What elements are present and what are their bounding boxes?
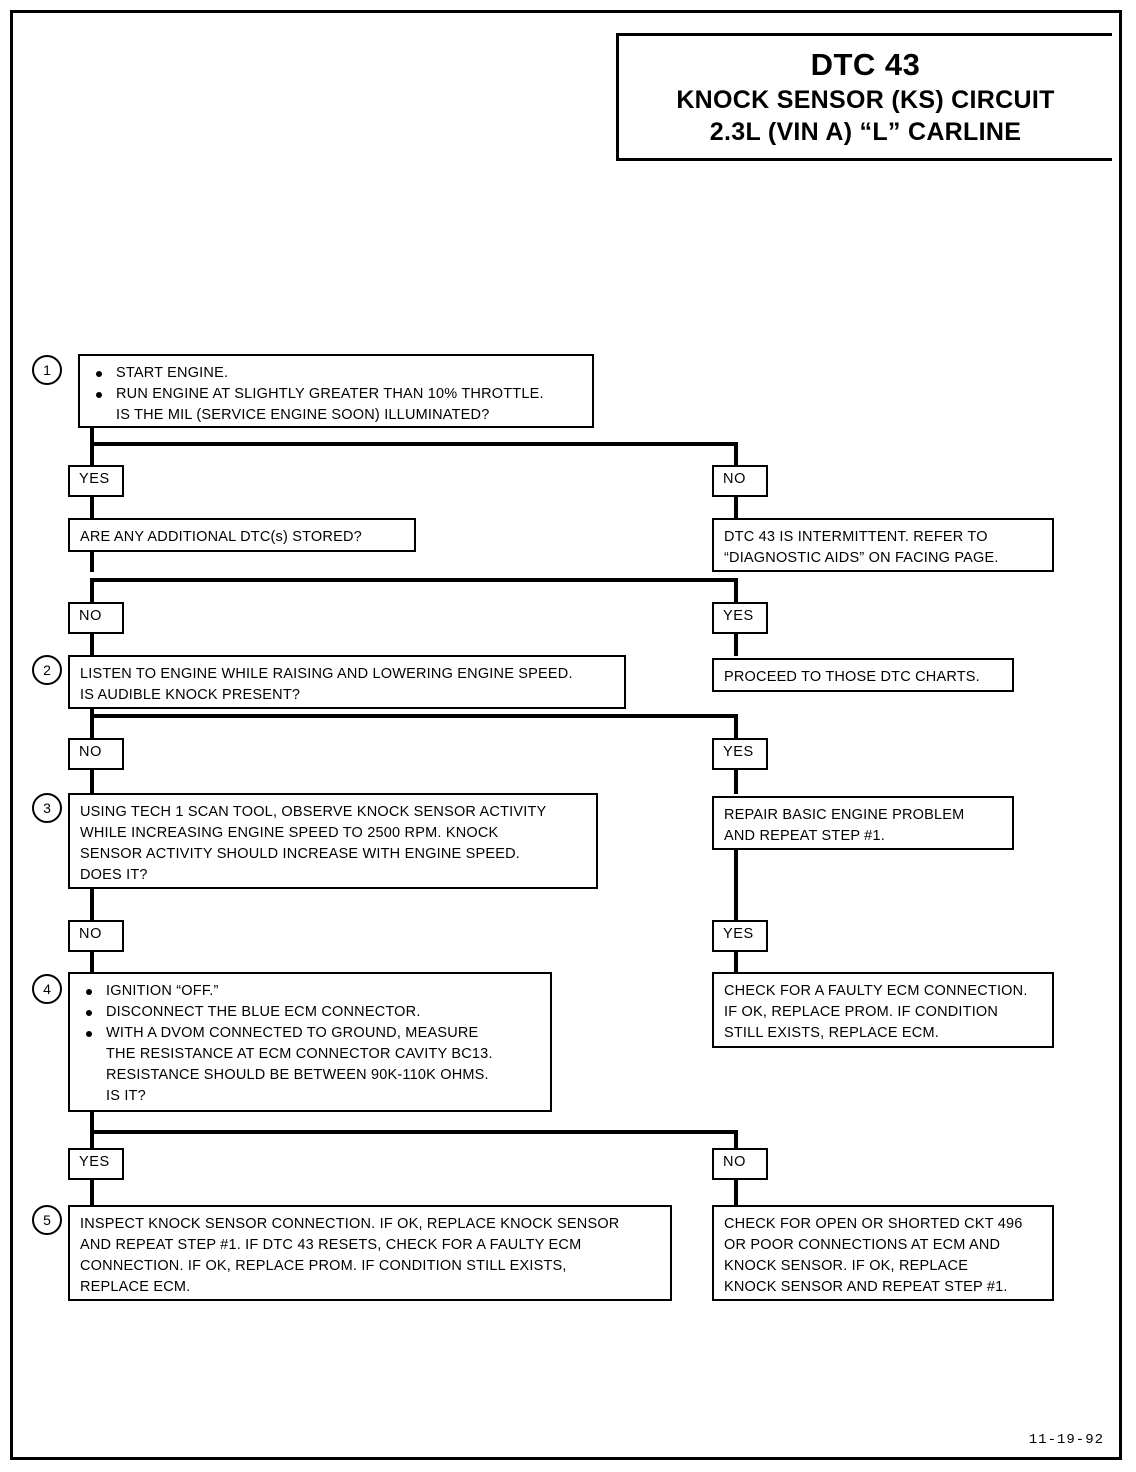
step4-bullet-1: IGNITION “OFF.”	[80, 981, 541, 1002]
step1-bullet-1: START ENGINE.	[90, 363, 583, 384]
connector-v-no2-down	[90, 634, 94, 656]
step-number-2: 2	[32, 655, 62, 685]
step4-bullet-3-cont1: THE RESISTANCE AT ECM CONNECTOR CAVITY BC13.	[106, 1046, 493, 1062]
connector-h-step4	[90, 1130, 738, 1134]
intermittent-box	[712, 518, 1054, 572]
label-yes-3: YES	[712, 738, 768, 770]
step5-line-3: CONNECTION. IF OK, REPLACE PROM. IF CONDITION STILL EXISTS,	[80, 1258, 567, 1274]
step3-box	[68, 793, 598, 889]
step-number-5: 5	[32, 1205, 62, 1235]
connector-v-yes1-down	[90, 497, 94, 519]
step4-bullet-3-cont2: RESISTANCE SHOULD BE BETWEEN 90K-110K OHMS.	[106, 1067, 489, 1083]
connector-v-step2-yes	[734, 714, 738, 740]
connector-h-adddtc	[90, 578, 738, 582]
step2-box	[68, 655, 626, 709]
label-no-5: NO	[712, 1148, 768, 1180]
connector-v-adddtc-no	[90, 578, 94, 604]
label-yes-2: YES	[712, 602, 768, 634]
faulty-ecm-line-2: IF OK, REPLACE PROM. IF CONDITION	[724, 1004, 999, 1020]
step-number-3: 3	[32, 793, 62, 823]
step4-bullet-3: WITH A DVOM CONNECTED TO GROUND, MEASURE	[80, 1023, 541, 1044]
step-number-1: 1	[32, 355, 62, 385]
connector-v-yes2-down	[734, 634, 738, 656]
connector-h-step2	[90, 714, 738, 718]
connector-v-no1-down	[734, 497, 738, 519]
step3-line-1: USING TECH 1 SCAN TOOL, OBSERVE KNOCK SENSOR ACTIVITY	[80, 804, 547, 820]
connector-v-yes5-down	[90, 1180, 94, 1206]
intermittent-line-1: DTC 43 IS INTERMITTENT. REFER TO	[724, 529, 988, 545]
connector-v-yes3-down	[734, 770, 738, 794]
step3-line-2: WHILE INCREASING ENGINE SPEED TO 2500 RPM. KNOCK	[80, 825, 499, 841]
step1-bullet-2-cont: IS THE MIL (SERVICE ENGINE SOON) ILLUMINATED?	[116, 407, 490, 423]
label-no-3: NO	[68, 738, 124, 770]
faulty-ecm-line-3: STILL EXISTS, REPLACE ECM.	[724, 1025, 939, 1041]
open-shorted-line-1: CHECK FOR OPEN OR SHORTED CKT 496	[724, 1216, 1023, 1232]
revision-date: 11-19-92	[1028, 1432, 1104, 1448]
step-number-4: 4	[32, 974, 62, 1004]
connector-v-step3-yes	[734, 850, 738, 921]
step4-box	[68, 972, 552, 1112]
title-block	[616, 33, 1112, 161]
label-yes-4: YES	[712, 920, 768, 952]
label-no-4: NO	[68, 920, 124, 952]
step2-line-2: IS AUDIBLE KNOCK PRESENT?	[80, 687, 301, 703]
label-yes-5: YES	[68, 1148, 124, 1180]
label-no-2: NO	[68, 602, 124, 634]
additional-dtc-text: ARE ANY ADDITIONAL DTC(s) STORED?	[80, 529, 362, 545]
label-yes-1: YES	[68, 465, 124, 497]
label-no-1: NO	[712, 465, 768, 497]
step5-box	[68, 1205, 672, 1301]
proceed-charts-box	[712, 658, 1014, 692]
repair-basic-line-1: REPAIR BASIC ENGINE PROBLEM	[724, 807, 965, 823]
proceed-charts-text: PROCEED TO THOSE DTC CHARTS.	[724, 669, 980, 685]
step1-bullet-2: RUN ENGINE AT SLIGHTLY GREATER THAN 10% THROTTLE.	[90, 384, 583, 405]
open-shorted-line-2: OR POOR CONNECTIONS AT ECM AND	[724, 1237, 1001, 1253]
connector-v-step2-no	[90, 714, 94, 740]
engine-carline: 2.3L (VIN A) “L” CARLINE	[709, 118, 1022, 146]
open-shorted-box	[712, 1205, 1054, 1301]
connector-v-adddtc	[90, 552, 94, 572]
connector-v-no3-down	[90, 770, 94, 794]
connector-v-no5-down	[734, 1180, 738, 1206]
step1-box	[78, 354, 594, 428]
dtc-code: DTC 43	[810, 47, 921, 82]
step4-bullet-2: DISCONNECT THE BLUE ECM CONNECTOR.	[80, 1002, 541, 1023]
step2-line-1: LISTEN TO ENGINE WHILE RAISING AND LOWERING ENGINE SPEED.	[80, 666, 573, 682]
connector-h-step1	[90, 442, 738, 446]
open-shorted-line-3: KNOCK SENSOR. IF OK, REPLACE	[724, 1258, 969, 1274]
additional-dtc-box	[68, 518, 416, 552]
faulty-ecm-box	[712, 972, 1054, 1048]
step5-line-4: REPLACE ECM.	[80, 1279, 191, 1295]
faulty-ecm-line-1: CHECK FOR A FAULTY ECM CONNECTION.	[724, 983, 1028, 999]
repair-basic-line-2: AND REPEAT STEP #1.	[724, 828, 885, 844]
step3-line-4: DOES IT?	[80, 867, 148, 883]
circuit-name: KNOCK SENSOR (KS) CIRCUIT	[676, 86, 1055, 114]
open-shorted-line-4: KNOCK SENSOR AND REPEAT STEP #1.	[724, 1279, 1008, 1295]
repair-basic-box	[712, 796, 1014, 850]
connector-v-adddtc-yes	[734, 578, 738, 604]
intermittent-line-2: “DIAGNOSTIC AIDS” ON FACING PAGE.	[724, 550, 999, 566]
step3-line-3: SENSOR ACTIVITY SHOULD INCREASE WITH ENGINE SPEED.	[80, 846, 520, 862]
connector-v-step3-no	[90, 889, 94, 921]
step4-bullet-3-cont3: IS IT?	[106, 1088, 146, 1104]
step5-line-1: INSPECT KNOCK SENSOR CONNECTION. IF OK, REPLACE KNOCK SENSOR	[80, 1216, 620, 1232]
step5-line-2: AND REPEAT STEP #1. IF DTC 43 RESETS, CHECK FOR A FAULTY ECM	[80, 1237, 582, 1253]
